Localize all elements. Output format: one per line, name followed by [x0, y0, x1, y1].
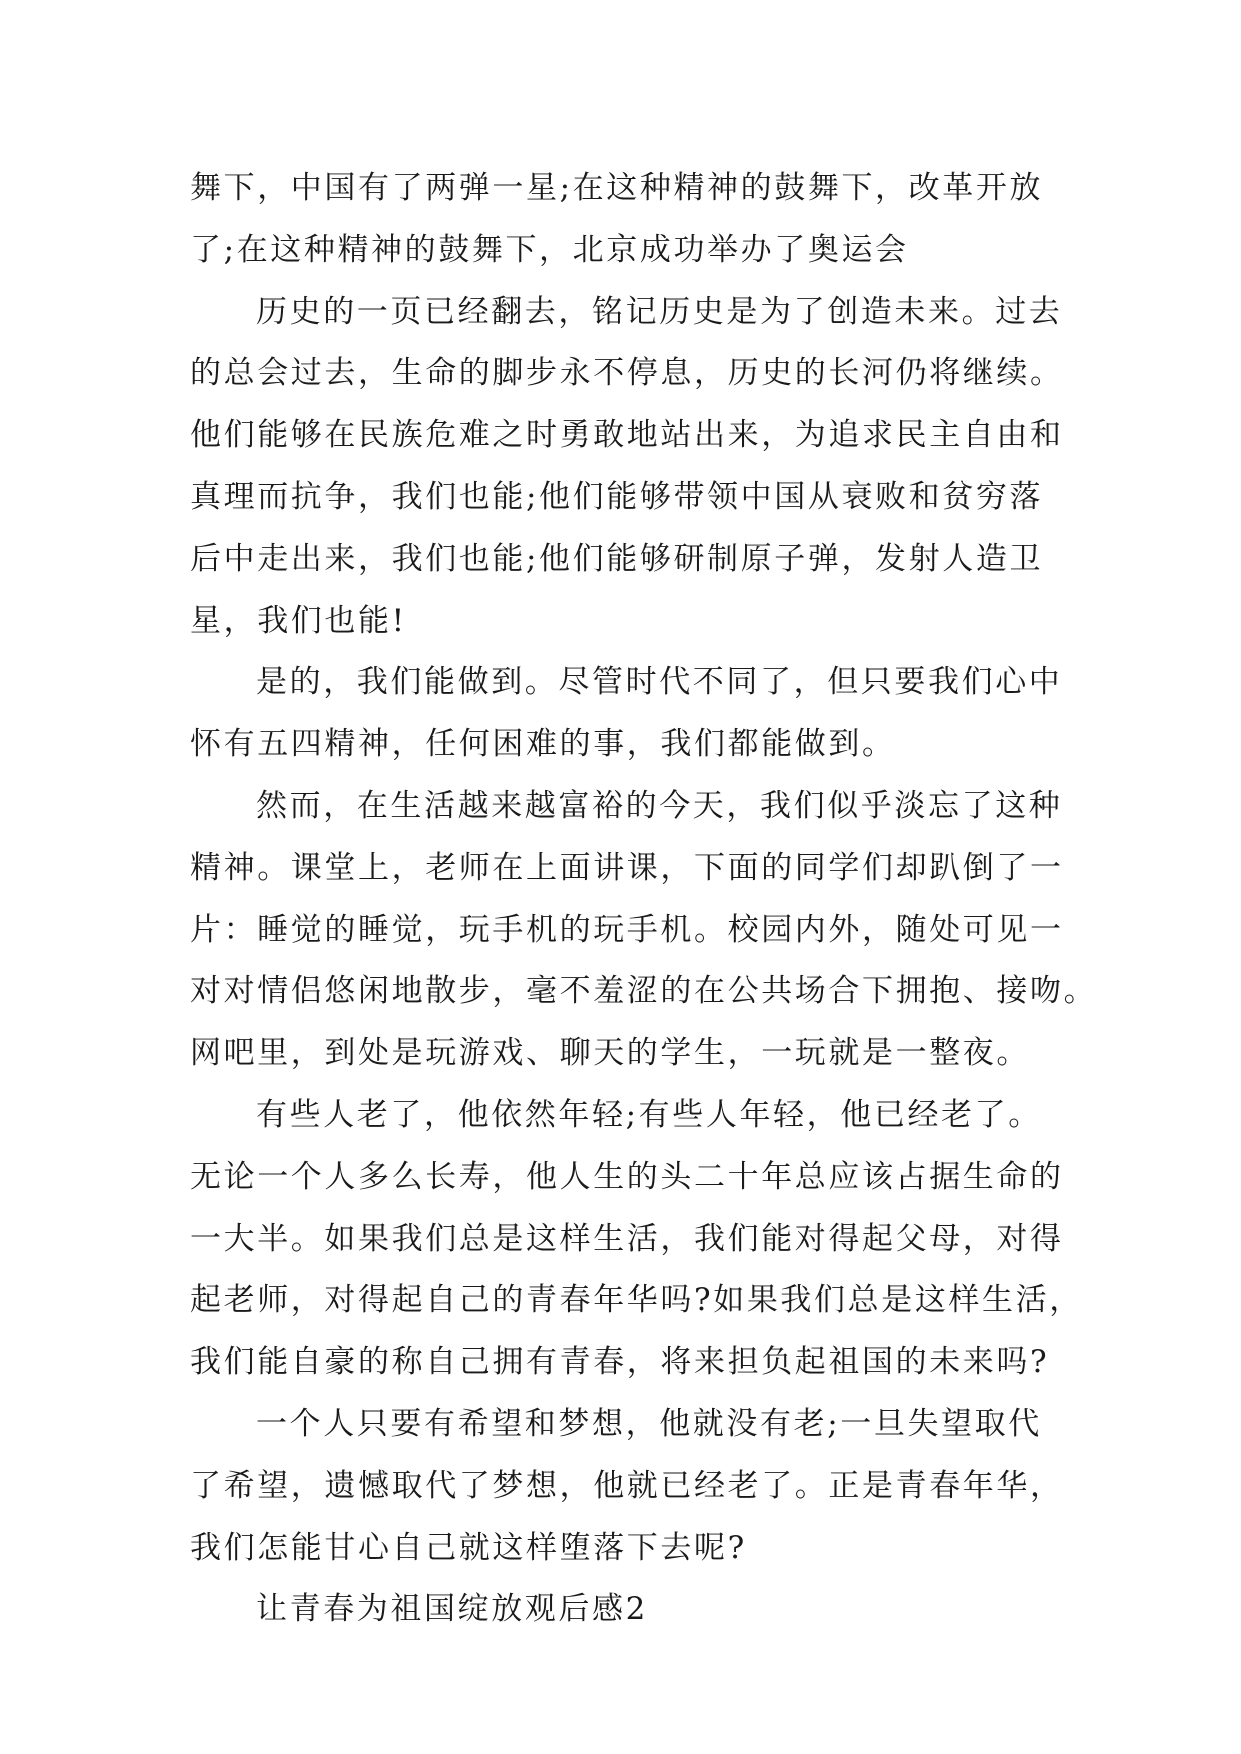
text-line: 一大半。如果我们总是这样生活，我们能对得起父母，对得 — [190, 1220, 1064, 1257]
text-line: 真理而抗争，我们也能;他们能够带领中国从衰败和贫穷落 — [190, 478, 1044, 515]
text-line: 的总会过去，生命的脚步永不停息，历史的长河仍将继续。 — [190, 355, 1064, 392]
text-line: 是的，我们能做到。尽管时代不同了，但只要我们心中 — [256, 664, 1063, 701]
paragraph-4 — [190, 776, 1098, 1085]
text-line: 我们能自豪的称自己拥有青春，将来担负起祖国的未来吗? — [190, 1344, 1050, 1381]
paragraph-2 — [190, 282, 1064, 653]
text-line: 有些人老了，他依然年轻;有些人年轻，他已经老了。 — [256, 1096, 1042, 1133]
text-line: 一个人只要有希望和梦想，他就没有老;一旦失望取代 — [256, 1405, 1042, 1442]
paragraph-1 — [190, 158, 1050, 282]
text-line: 星，我们也能! — [190, 602, 407, 639]
document-body — [190, 158, 1098, 1641]
text-line: 了;在这种精神的鼓舞下，北京成功举办了奥运会 — [190, 231, 909, 268]
paragraph-6 — [190, 1394, 1064, 1579]
text-line: 后中走出来，我们也能;他们能够研制原子弹，发射人造卫 — [190, 540, 1044, 577]
text-line: 对对情侣悠闲地散步，毫不羞涩的在公共场合下拥抱、接吻。 — [190, 973, 1098, 1010]
section-heading-text: 让青春为祖国绽放观后感2 — [256, 1591, 648, 1628]
section-heading — [190, 1579, 1050, 1641]
text-line: 了希望，遗憾取代了梦想，他就已经老了。正是青春年华， — [190, 1467, 1064, 1504]
paragraph-3 — [190, 652, 1063, 776]
text-line: 然而，在生活越来越富裕的今天，我们似乎淡忘了这种 — [256, 787, 1063, 824]
text-line: 他们能够在民族危难之时勇敢地站出来，为追求民主自由和 — [190, 417, 1064, 454]
text-line: 我们怎能甘心自己就这样堕落下去呢? — [190, 1529, 747, 1566]
text-line: 起老师，对得起自己的青春年华吗?如果我们总是这样生活， — [190, 1282, 1083, 1319]
text-line: 舞下，中国有了两弹一星;在这种精神的鼓舞下，改革开放 — [190, 170, 1044, 206]
paragraph-5 — [190, 1085, 1083, 1394]
text-line: 怀有五四精神，任何困难的事，我们都能做到。 — [190, 726, 896, 763]
text-line: 历史的一页已经翻去，铭记历史是为了创造未来。过去 — [256, 293, 1063, 330]
text-line: 片：睡觉的睡觉，玩手机的玩手机。校园内外，随处可见一 — [190, 911, 1064, 948]
text-line: 网吧里，到处是玩游戏、聊天的学生，一玩就是一整夜。 — [190, 1035, 1030, 1072]
text-line: 无论一个人多么长寿，他人生的头二十年总应该占据生命的 — [190, 1158, 1064, 1195]
text-line: 精神。课堂上，老师在上面讲课，下面的同学们却趴倒了一 — [190, 849, 1064, 886]
